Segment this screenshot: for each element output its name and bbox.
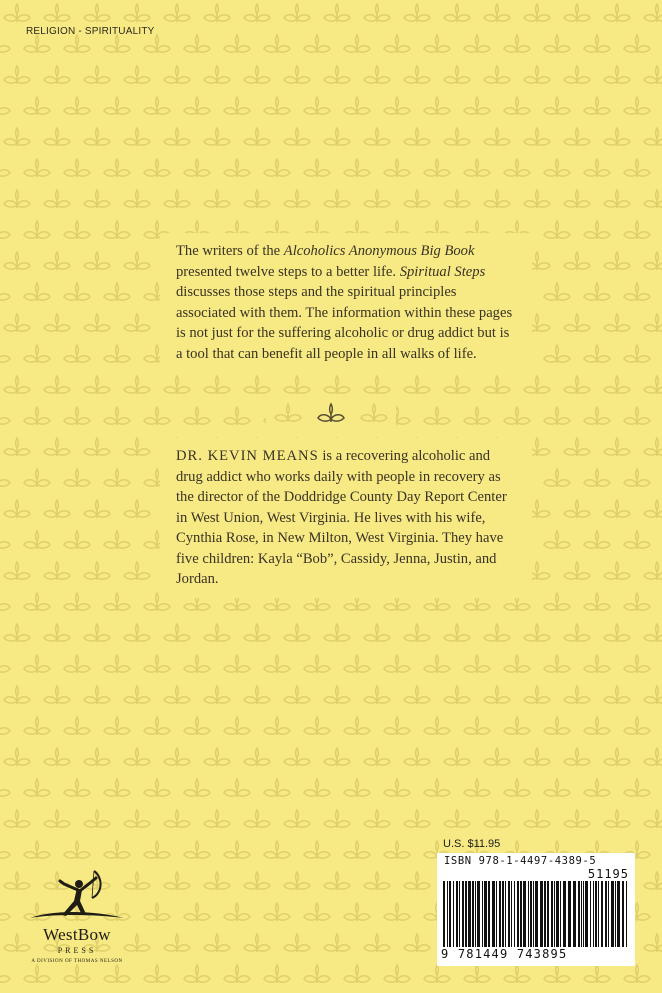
description-text-2: presented twelve steps to a better life. — [176, 263, 400, 280]
description-text-1: The writers of the — [176, 243, 284, 259]
publisher-logo — [22, 868, 142, 973]
barcode-bar — [626, 881, 627, 947]
leaf-sprig-center-icon — [318, 404, 344, 422]
barcode-box — [437, 853, 635, 966]
ornament-divider — [266, 397, 396, 431]
barcode-bar — [472, 881, 474, 947]
price-code: 51195 — [587, 867, 629, 881]
barcode-bar — [475, 881, 476, 947]
author-bio — [160, 438, 532, 598]
barcode-bar — [578, 881, 580, 947]
barcode-bar — [611, 881, 614, 947]
category-label: RELIGION - SPIRITUALITY — [26, 26, 155, 37]
book-description — [160, 233, 532, 372]
barcode-bar — [453, 881, 454, 947]
barcode-bar — [456, 881, 458, 947]
barcode-bar — [551, 881, 553, 947]
barcode-bar — [443, 881, 445, 947]
barcode-bar — [520, 881, 522, 947]
barcode-bar — [484, 881, 487, 947]
publisher-imprint: PRESS — [57, 946, 97, 955]
barcode-bar — [581, 881, 582, 947]
barcode-bar — [482, 881, 483, 947]
barcode-bar — [499, 881, 501, 947]
barcode-bar — [583, 881, 584, 947]
barcode-bar — [590, 881, 591, 947]
barcode-bar — [547, 881, 549, 947]
description-paragraph — [176, 241, 516, 364]
barcode-bar — [511, 881, 512, 947]
barcode-bar — [560, 881, 561, 947]
barcode-bar — [449, 881, 451, 947]
isbn-number: ISBN 978-1-4497-4389-5 — [444, 855, 597, 867]
barcode-bar — [601, 881, 603, 947]
barcode-bar — [533, 881, 534, 947]
barcode-bar — [492, 881, 495, 947]
barcode-bar — [447, 881, 448, 947]
barcode-bar — [508, 881, 510, 947]
barcode-bar — [593, 881, 594, 947]
barcode-bar — [556, 881, 559, 947]
barcode-bar — [514, 881, 515, 947]
publisher-name: WestBow — [43, 925, 111, 944]
barcode-bar — [468, 881, 471, 947]
barcode-bar — [615, 881, 616, 947]
ean-number: 9 781449 743895 — [441, 947, 568, 961]
barcode-bar — [496, 881, 497, 947]
bio-text: is a recovering alcoholic and drug addict who works daily with people in recovery as the director of the Doddridge County Day Report Center in West Union, West Virginia. He lives with his wife, Cynthia Rose, in New Milton, West Virginia. They have five children: Kayla “Bob”, Cassidy, Jenna, Justin, and Jordan. — [176, 448, 507, 587]
barcode-bar — [622, 881, 624, 947]
barcode-bar — [573, 881, 576, 947]
bio-paragraph — [176, 446, 516, 590]
archer-icon — [22, 868, 132, 928]
barcode-bar — [595, 881, 597, 947]
barcode-bar — [568, 881, 571, 947]
barcode-bar — [585, 881, 588, 947]
barcode-bar — [563, 881, 566, 947]
barcode-bar — [523, 881, 526, 947]
barcode-bar — [530, 881, 532, 947]
barcode-bar — [462, 881, 464, 947]
book-title: Spiritual Steps — [399, 263, 486, 280]
barcode-bar — [477, 881, 480, 947]
barcode-bar — [465, 881, 467, 947]
publisher-division: A DIVISION OF THOMAS NELSON — [31, 959, 123, 964]
big-book-title: Alcoholics Anonymous Big Book — [283, 243, 475, 259]
barcode-bar — [554, 881, 555, 947]
barcode-bar — [605, 881, 607, 947]
leaf-sprig-icon — [275, 404, 301, 422]
barcode-bar — [540, 881, 543, 947]
barcode-bar — [598, 881, 599, 947]
barcode-bars — [443, 881, 629, 947]
barcode-bar — [517, 881, 519, 947]
barcode-bar — [505, 881, 506, 947]
barcode-bar — [459, 881, 460, 947]
barcode-bar — [488, 881, 490, 947]
barcode-bar — [502, 881, 504, 947]
barcode-bar — [528, 881, 529, 947]
barcode-bar — [608, 881, 609, 947]
barcode-bar — [617, 881, 620, 947]
barcode-bar — [544, 881, 546, 947]
barcode-bar — [535, 881, 538, 947]
price-label: U.S. $11.95 — [443, 838, 501, 850]
description-text-3: discusses those steps and the spiritual principles associated with them. The information within these pages is not just for the suffering alcoholic or drug addict but is a tool that can benefit all people in all walks of life. — [176, 284, 513, 362]
leaf-sprig-icon — [361, 404, 387, 422]
author-name: DR. KEVIN MEANS — [176, 448, 319, 464]
